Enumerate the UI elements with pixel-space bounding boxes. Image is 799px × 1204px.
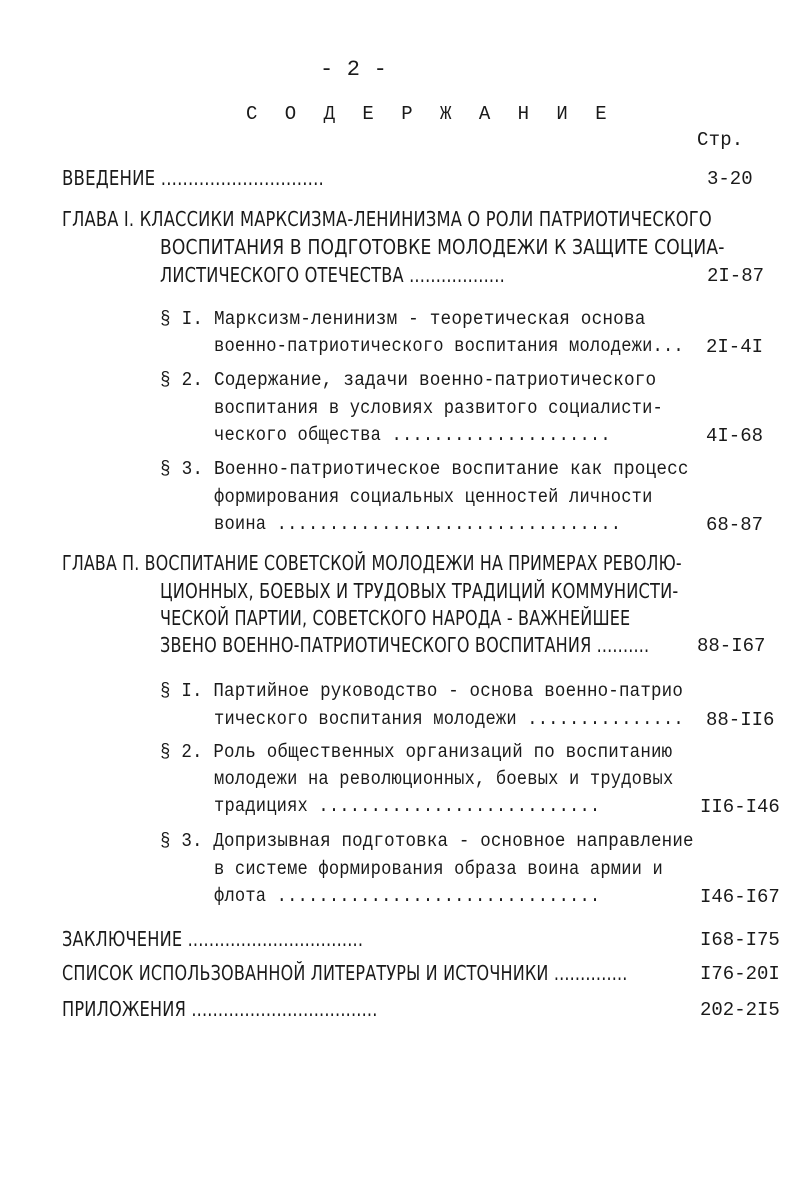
toc-chapter2-line: ЗВЕНО ВОЕННО-ПАТРИОТИЧЕСКОГО ВОСПИТАНИЯ .......... xyxy=(160,633,650,657)
toc-section-line: в системе формирования образа воина армии и xyxy=(214,858,664,880)
toc-section-pages: 4I-68 xyxy=(706,425,764,447)
toc-chapter1-line: ЛИСТИЧЕСКОГО ОТЕЧЕСТВА .................. xyxy=(160,263,505,287)
toc-conclusion-pages: I68-I75 xyxy=(700,929,780,951)
toc-appendices: ПРИЛОЖЕНИЯ ................................... xyxy=(62,997,378,1021)
toc-section-line: § I. Партийное руководство - основа военно-патрио xyxy=(160,680,684,702)
toc-section-line: традициях ........................... xyxy=(214,795,601,817)
toc-section-line: формирования социальных ценностей личности xyxy=(214,486,653,508)
toc-section-line: ческого общества ..................... xyxy=(214,424,611,446)
toc-section-line: молодежи на революционных, боевых и трудовых xyxy=(214,768,674,790)
toc-bibliography: СПИСОК ИСПОЛЬЗОВАННОЙ ЛИТЕРАТУРЫ И ИСТОЧНИКИ .............. xyxy=(62,961,628,985)
toc-section-pages: 68-87 xyxy=(706,514,764,536)
toc-section-line: § I. Марксизм-ленинизм - теоретическая основа xyxy=(160,308,646,330)
toc-section-line: тического воспитания молодежи ............... xyxy=(214,708,684,730)
toc-chapter1-line: ГЛАВА I. КЛАССИКИ МАРКСИЗМА-ЛЕНИНИЗМА О РОЛИ ПАТРИОТИЧЕСКОГО xyxy=(62,207,712,231)
toc-section-pages: I46-I67 xyxy=(700,886,780,908)
toc-section-line: § 2. Содержание, задачи военно-патриотического xyxy=(160,369,657,391)
toc-section-pages: 88-II6 xyxy=(706,709,775,731)
toc-appendices-pages: 202-2I5 xyxy=(700,999,780,1021)
toc-chapter2-line: ГЛАВА П. ВОСПИТАНИЕ СОВЕТСКОЙ МОЛОДЕЖИ НА ПРИМЕРАХ РЕВОЛЮ- xyxy=(62,551,682,575)
toc-section-line: флота ............................... xyxy=(214,885,601,907)
toc-section-line: воина ................................. xyxy=(214,513,622,535)
toc-chapter2-pages: 88-I67 xyxy=(697,635,766,657)
toc-chapter2-line: ЧЕСКОЙ ПАРТИИ, СОВЕТСКОГО НАРОДА - ВАЖНЕЙШЕЕ xyxy=(160,606,631,630)
toc-section-line: военно-патриотического воспитания молодежи... xyxy=(214,335,684,357)
toc-chapter2-line: ЦИОННЫХ, БОЕВЫХ И ТРУДОВЫХ ТРАДИЦИЙ КОММУНИСТИ- xyxy=(160,579,679,603)
toc-introduction: ВВЕДЕНИЕ .............................. xyxy=(62,166,324,190)
toc-chapter1-pages: 2I-87 xyxy=(707,265,765,287)
page-title: С О Д Е Р Ж А Н И Е xyxy=(246,103,615,125)
toc-section-line: § 3. Военно-патриотическое воспитание как процесс xyxy=(160,458,689,480)
toc-section-line: воспитания в условиях развитого социалисти- xyxy=(214,397,664,419)
toc-conclusion: ЗАКЛЮЧЕНИЕ ................................. xyxy=(62,927,364,951)
pages-column-label: Стр. xyxy=(697,129,744,151)
toc-introduction-pages: 3-20 xyxy=(707,168,753,190)
toc-section-pages: II6-I46 xyxy=(700,796,780,818)
toc-section-line: § 2. Роль общественных организаций по воспитанию xyxy=(160,741,673,763)
toc-chapter1-line: ВОСПИТАНИЯ В ПОДГОТОВКЕ МОЛОДЕЖИ К ЗАЩИТЕ СОЦИА- xyxy=(160,235,725,259)
toc-section-line: § 3. Допризывная подготовка - основное направление xyxy=(160,830,694,852)
toc-bibliography-pages: I76-20I xyxy=(700,963,780,985)
page-number: - 2 - xyxy=(320,57,388,82)
toc-section-pages: 2I-4I xyxy=(706,336,764,358)
